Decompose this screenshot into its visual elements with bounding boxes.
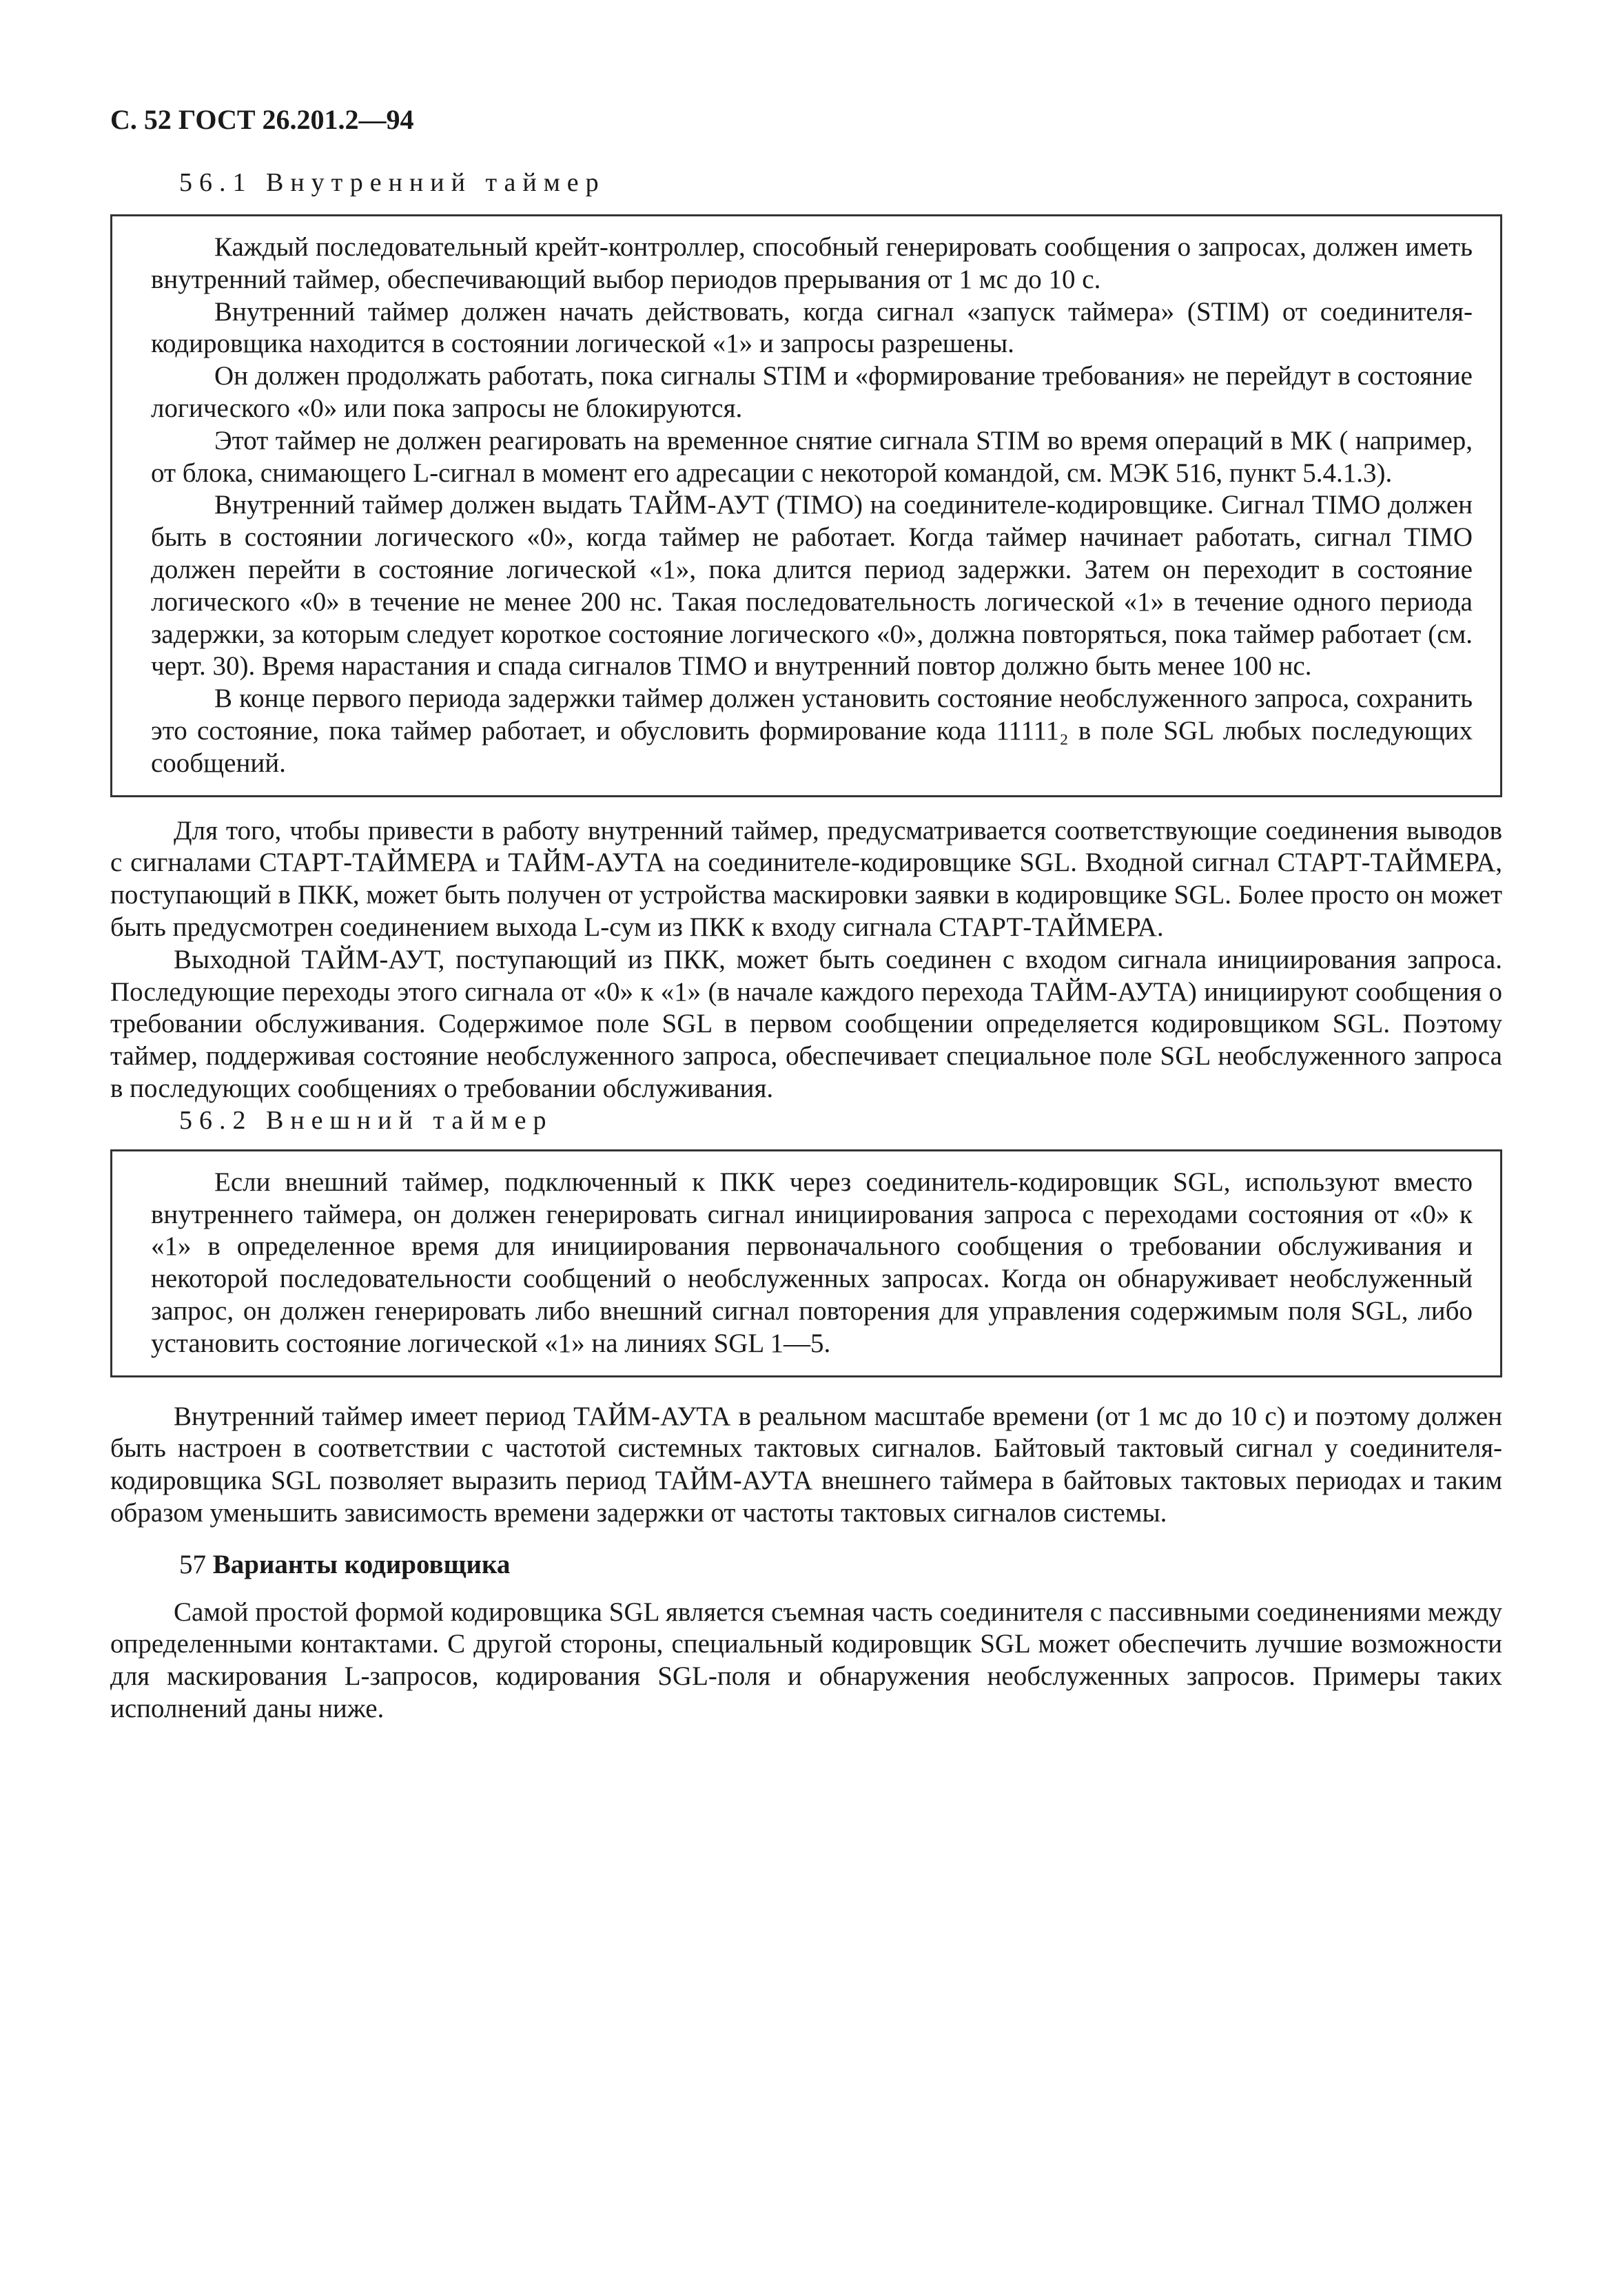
section-57-number: 57 <box>179 1549 206 1579</box>
section-56-2-box <box>110 1149 1502 1377</box>
document-page <box>110 103 1502 1725</box>
boxed-paragraph: Если внешний таймер, подключенный к ПКК через соединитель-кодировщик SGL, используют вместо внутреннего таймера, он должен генерировать сигнал инициирования запроса с переходами состояния от «0» к «1» в определенное время для инициирования первоначального сообщения о требовании обслуживания и некоторой последовательности сообщений о необслуженных запросах. Когда он обнаруживает необслуженный запрос, он должен генерировать либо внешний сигнал повторения для управления содержимым поля SGL, либо установить состояние логической «1» на линиях SGL 1—5. <box>151 1167 1473 1358</box>
body-paragraph: Самой простой формой кодировщика SGL является съемная часть соединителя с пассивными соединениями между определенными контактами. С другой стороны, специальный кодировщик SGL может обеспечить лучшие возможности для маскирования L-запросов, кодирования SGL-поля и обнаружения необслуженных запросов. Примеры таких исполнений даны ниже. <box>110 1597 1502 1724</box>
section-57-heading <box>179 1549 1502 1580</box>
boxed-paragraph: Этот таймер не должен реагировать на временное снятие сигнала STIM во время операций в МК ( например, от блока, снимающего L-сигнал в момент его адресации с некоторой командой, см. МЭК 516, пункт 5.4.1.3). <box>151 425 1473 488</box>
boxed-paragraph: Он должен продолжать работать, пока сигналы STIM и «формирование требования» не перейдут в состояние логического «0» или пока запросы не блокируются. <box>151 361 1473 423</box>
section-56-1-title: 56.1 Внутренний таймер <box>179 168 606 197</box>
body-paragraph: Выходной ТАЙМ-АУТ, поступающий из ПКК, может быть соединен с входом сигнала инициирования запроса. Последующие переходы этого сигнала от «0» к «1» (в начале каждого перехода ТАЙМ-АУТА) инициируют сообщения о требовании обслуживания. Содержимое поле SGL в первом сообщении определяется кодировщиком SGL. Поэтому таймер, поддерживая состояние необслуженного запроса, обеспечивает специальное поле SGL необслуженного запроса в последующих сообщениях о требовании обслуживания. <box>110 944 1502 1103</box>
section-56-2-title: 56.2 Внешний таймер <box>179 1105 553 1135</box>
boxed-paragraph: Внутренний таймер должен начать действовать, когда сигнал «запуск таймера» (STIM) от соединителя-кодировщика находится в состоянии логической «1» и запросы разрешены. <box>151 296 1473 359</box>
boxed-paragraph: Каждый последовательный крейт-контроллер, способный генерировать сообщения о запросах, должен иметь внутренний таймер, обеспечивающий выбор периодов прерывания от 1 мс до 10 с. <box>151 232 1473 294</box>
body-paragraph: Внутренний таймер имеет период ТАЙМ-АУТА в реальном масштабе времени (от 1 мс до 10 с) и поэтому должен быть настроен в соответствии с частотой системных тактовых сигналов. Байтовый тактовый сигнал у соединителя-кодировщика SGL позволяет выразить период ТАЙМ-АУТА внешнего таймера в байтовых тактовых периодах и таким образом уменьшить зависимость времени задержки от частоты тактовых сигналов системы. <box>110 1401 1502 1528</box>
boxed-paragraph: В конце первого периода задержки таймер должен установить состояние необслуженного запроса, сохранить это состояние, пока таймер работает, и обусловить формирование кода 11111₂ в поле SGL любых последующих сообщений. <box>151 684 1473 778</box>
boxed-paragraph: Внутренний таймер должен выдать ТАЙМ-АУТ (TIMO) на соединителе-кодировщике. Сигнал TIMO должен быть в состоянии логического «0», когда таймер не работает. Когда таймер начинает работать, сигнал TIMO должен перейти в состояние логической «1», пока длится период задержки. Затем он переходит в состояние логического «0» в течение не менее 200 нс. Такая последовательность логической «1» в течение одного периода задержки, за которым следует короткое состояние логического «0», должна повторяться, пока таймер работает (см. черт. 30). Время нарастания и спада сигналов TIMO и внутренний повтор должно быть менее 100 нс. <box>151 490 1473 681</box>
section-57-title: Варианты кодировщика <box>212 1549 511 1579</box>
section-56-1-box <box>110 214 1502 797</box>
body-paragraph: Для того, чтобы привести в работу внутренний таймер, предусматривается соответствующие соединения выводов с сигналами СТАРТ-ТАЙМЕРА и ТАЙМ-АУТА на соединителе-кодировщике SGL. Входной сигнал СТАРТ-ТАЙМЕРА, поступающий в ПКК, может быть получен от устройства маскировки заявки в кодировщике SGL. Более просто он может быть предусмотрен соединением выхода L-сум из ПКК к входу сигнала СТАРТ-ТАЙМЕРА. <box>110 815 1502 942</box>
page-header: С. 52 ГОСТ 26.201.2—94 <box>110 104 414 135</box>
